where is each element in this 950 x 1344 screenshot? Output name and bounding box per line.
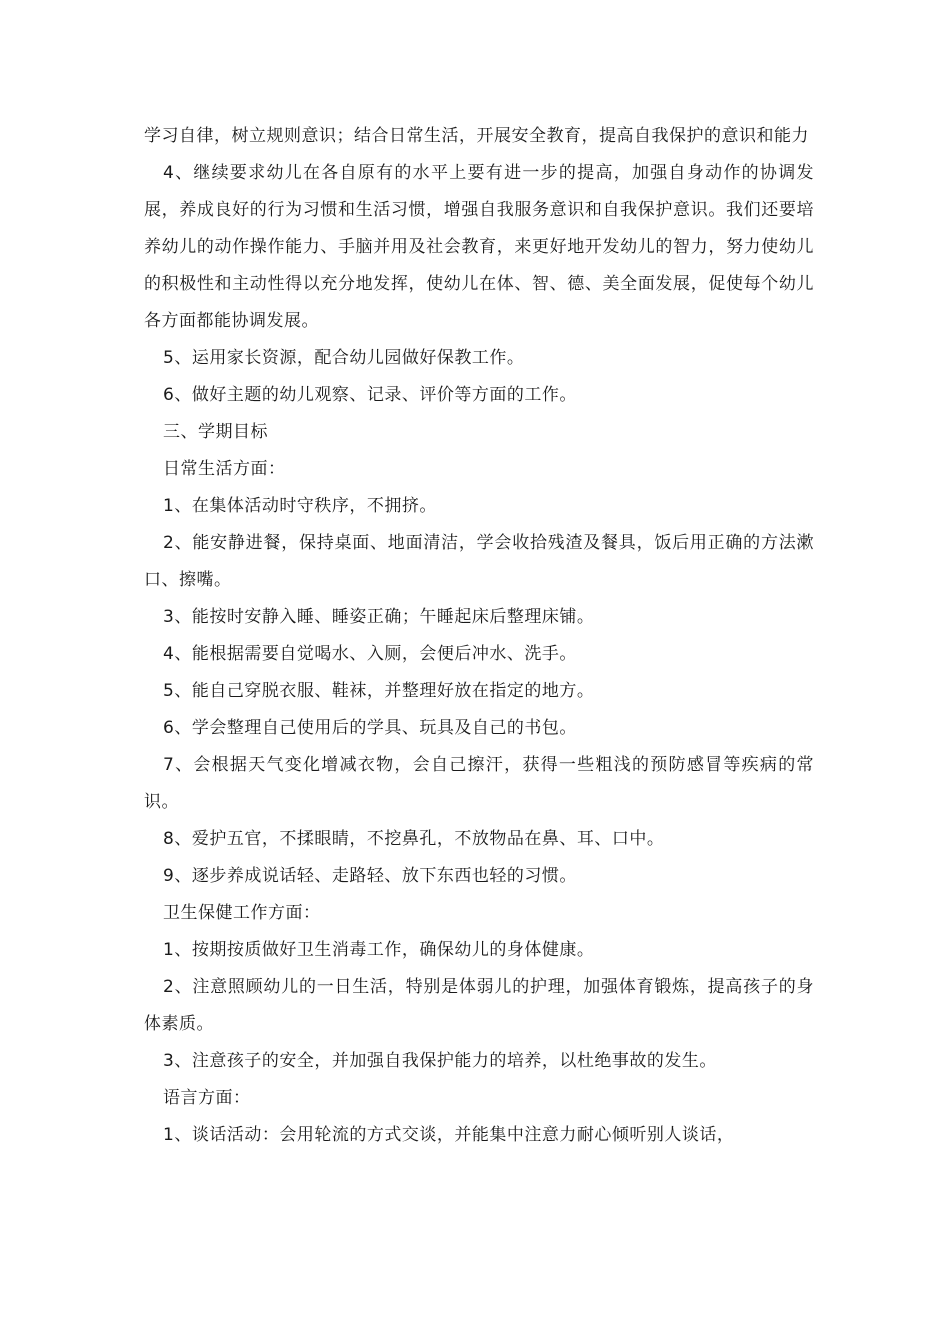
list-item: 9、逐步养成说话轻、走路轻、放下东西也轻的习惯。 [163,866,577,886]
subheading-health-care: 卫生保健工作方面： [163,903,321,923]
paragraph-item-4: 4、继续要求幼儿在各自原有的水平上要有进一步的提高，加强自身动作的协调发展，养成良好的行为习惯和生活习惯，增强自我服务意识和自我保护意识。我们还要培养幼儿的动作操作能力、手脑并用及社会教育，来更好地开发幼儿的智力，努力使幼儿的积极性和主动性得以充分地发挥，使幼儿在体、智、德、美全面发展，促使每个幼儿各方面都能协调发展。 [144,163,814,331]
paragraph-item-6: 6、做好主题的幼儿观察、记录、评价等方面的工作。 [163,385,577,405]
document-body [144,118,814,1154]
list-item: 1、按期按质做好卫生消毒工作，确保幼儿的身体健康。 [163,940,595,960]
list-item: 8、爱护五官，不揉眼睛，不挖鼻孔，不放物品在鼻、耳、口中。 [163,829,665,849]
list-item: 3、能按时安静入睡、睡姿正确；午睡起床后整理床铺。 [163,607,595,627]
list-item: 7、会根据天气变化增减衣物，会自己擦汗，获得一些粗浅的预防感冒等疾病的常识。 [144,755,814,812]
subheading-daily-life: 日常生活方面： [163,459,286,479]
paragraph-item-5: 5、运用家长资源，配合幼儿园做好保教工作。 [163,348,525,368]
section-heading-term-goals: 三、学期目标 [163,422,268,442]
list-item: 1、谈话活动：会用轮流的方式交谈，并能集中注意力耐心倾听别人谈话， [163,1125,735,1145]
list-item: 4、能根据需要自觉喝水、入厕，会便后冲水、洗手。 [163,644,577,664]
list-item: 2、能安静进餐，保持桌面、地面清洁，学会收拾残渣及餐具，饭后用正确的方法漱口、擦嘴。 [144,533,814,590]
list-item: 1、在集体活动时守秩序，不拥挤。 [163,496,437,516]
list-item: 3、注意孩子的安全，并加强自我保护能力的培养，以杜绝事故的发生。 [163,1051,717,1071]
paragraph-continuation: 学习自律，树立规则意识；结合日常生活，开展安全教育，提高自我保护的意识和能力 [144,126,809,146]
list-item: 6、学会整理自己使用后的学具、玩具及自己的书包。 [163,718,577,738]
subheading-language: 语言方面： [163,1088,251,1108]
list-item: 2、注意照顾幼儿的一日生活，特别是体弱儿的护理，加强体育锻炼，提高孩子的身体素质。 [144,977,814,1034]
list-item: 5、能自己穿脱衣服、鞋袜，并整理好放在指定的地方。 [163,681,595,701]
